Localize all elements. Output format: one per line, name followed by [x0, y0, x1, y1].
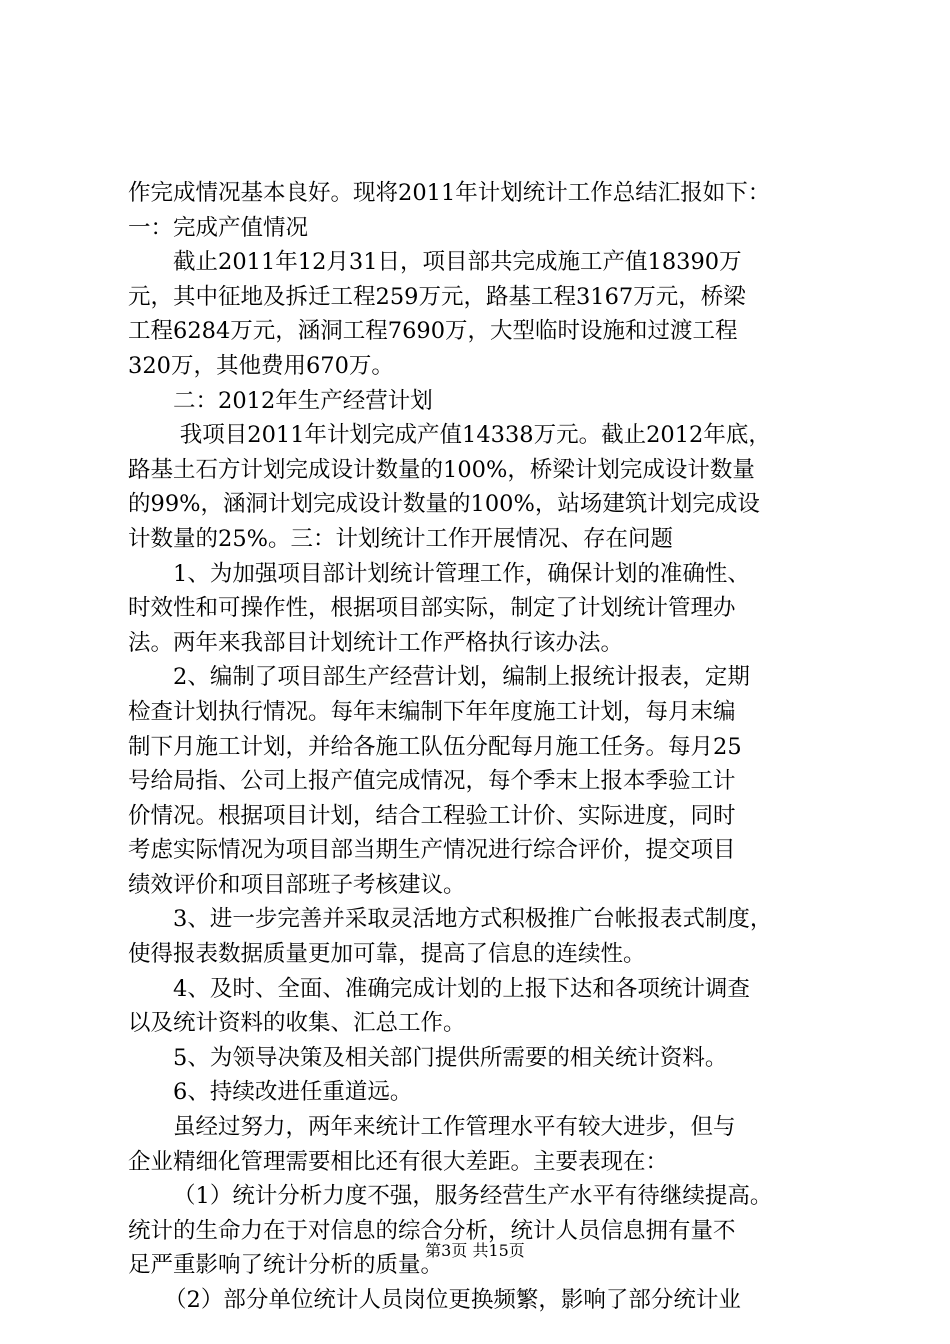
text-line: 二：2012年生产经营计划 — [173, 387, 433, 414]
text-line: 考虑实际情况为项目部当期生产情况进行综合评价，提交项目 — [128, 837, 736, 864]
text-line: 1、为加强项目部计划统计管理工作，确保计划的准确性、 — [173, 560, 750, 587]
text-line: 绩效评价和项目部班子考核建议。 — [128, 871, 466, 898]
text-line: 元，其中征地及拆迁工程259万元，路基工程3167万元，桥梁 — [128, 283, 746, 310]
text-line: 使得报表数据质量更加可靠，提高了信息的连续性。 — [128, 941, 646, 968]
text-line: 制下月施工计划，并给各施工队伍分配每月施工任务。每月25 — [128, 733, 742, 760]
text-line: 的99%，涵洞计划完成设计数量的100%，站场建筑计划完成设 — [128, 491, 760, 518]
text-line: 法。两年来我部目计划统计工作严格执行该办法。 — [128, 629, 624, 656]
text-line: 检查计划执行情况。每年末编制下年年度施工计划，每月末编 — [128, 698, 736, 725]
text-line: 路基土石方计划完成设计数量的100%，桥梁计划完成设计数量 — [128, 456, 755, 483]
text-line: 虽经过努力，两年来统计工作管理水平有较大进步，但与 — [173, 1114, 736, 1141]
text-line: 6、持续改进任重道远。 — [173, 1079, 413, 1106]
text-line: 统计的生命力在于对信息的综合分析，统计人员信息拥有量不 — [128, 1217, 736, 1244]
document-body — [128, 176, 848, 1318]
text-line: 作完成情况基本良好。现将2011年计划统计工作总结汇报如下： — [128, 180, 771, 206]
text-line: 足严重影响了统计分析的质量。 — [128, 1252, 444, 1279]
text-line: 5、为领导决策及相关部门提供所需要的相关统计资料。 — [173, 1044, 728, 1071]
text-line: 3、进一步完善并采取灵活地方式积极推广台帐报表式制度， — [173, 906, 773, 933]
text-line: 工程6284万元，涵洞工程7690万，大型临时设施和过渡工程 — [128, 318, 738, 345]
text-line: 号给局指、公司上报产值完成情况，每个季末上报本季验工计 — [128, 768, 736, 795]
text-line: 计数量的25%。三：计划统计工作开展情况、存在问题 — [128, 525, 674, 552]
text-line: 时效性和可操作性，根据项目部实际，制定了计划统计管理办 — [128, 595, 736, 622]
text-line: 一：完成产值情况 — [128, 214, 309, 241]
text-line: 以及统计资料的收集、汇总工作。 — [128, 1010, 466, 1037]
text-line: 我项目2011年计划完成产值14338万元。截止2012年底， — [179, 422, 771, 449]
text-line: （1）统计分析力度不强，服务经营生产水平有待继续提高。 — [173, 1183, 773, 1210]
page-footer: 第3页 共15页 — [425, 1241, 525, 1260]
text-line: 4、及时、全面、准确完成计划的上报下达和各项统计调查 — [173, 975, 750, 1002]
text-line: 价情况。根据项目计划，结合工程验工计价、实际进度，同时 — [128, 802, 736, 829]
text-line: 2、编制了项目部生产经营计划，编制上报统计报表，定期 — [173, 664, 750, 691]
text-line: （2）部分单位统计人员岗位更换频繁，影响了部分统计业 — [164, 1287, 741, 1313]
text-line: 320万，其他费用670万。 — [128, 352, 394, 379]
text-line: 截止2011年12月31日，项目部共完成施工产值18390万 — [173, 249, 742, 276]
text-line: 企业精细化管理需要相比还有很大差距。主要表现在： — [128, 1148, 669, 1175]
